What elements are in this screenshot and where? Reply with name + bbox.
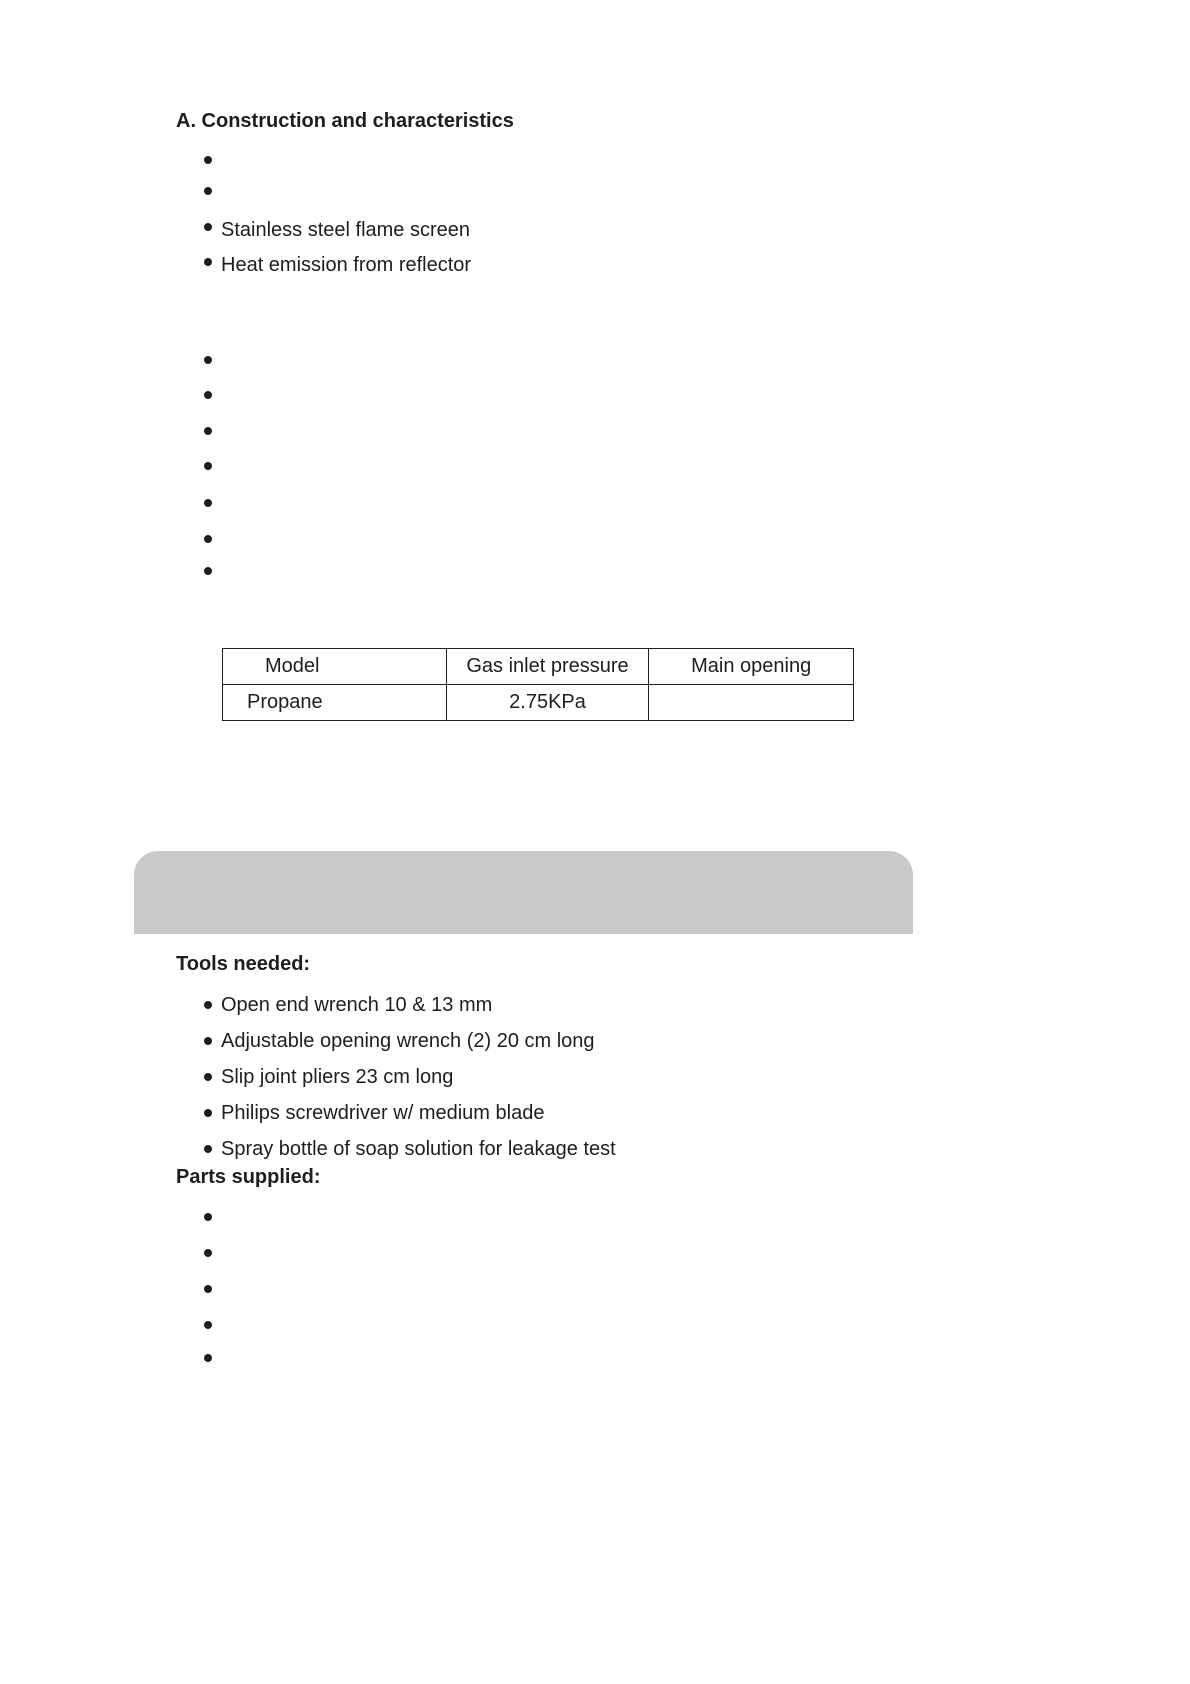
table-header-row xyxy=(223,649,854,685)
bullet-icon xyxy=(204,356,212,364)
table-cell: Propane xyxy=(223,685,447,721)
bullet-icon xyxy=(204,1249,212,1257)
list-item: Stainless steel flame screen xyxy=(221,219,471,241)
bullet-icon xyxy=(204,258,212,266)
section-a-heading: A. Construction and characteristics xyxy=(176,110,514,132)
bullet-icon xyxy=(204,1321,212,1329)
bullet-icon xyxy=(204,223,212,231)
bullet-icon xyxy=(204,1285,212,1293)
list-item: Spray bottle of soap solution for leakage test xyxy=(221,1138,616,1160)
list-item: Heat emission from reflector xyxy=(221,254,472,276)
bullet-icon xyxy=(204,499,212,507)
table-header-cell: Model xyxy=(223,649,447,685)
bullet-icon xyxy=(204,427,212,435)
bullet-icon xyxy=(204,1073,212,1081)
bullet-icon xyxy=(204,1109,212,1117)
tools-heading: Tools needed: xyxy=(176,953,311,975)
bullet-icon xyxy=(204,1354,212,1362)
bullet-icon xyxy=(204,462,212,470)
bullet-icon xyxy=(204,1145,212,1153)
bullet-icon xyxy=(204,1213,212,1221)
bullet-icon xyxy=(204,1037,212,1045)
spec-table xyxy=(222,648,854,721)
table-cell xyxy=(649,685,854,721)
list-item: Philips screwdriver w/ medium blade xyxy=(221,1102,545,1124)
list-item: Slip joint pliers 23 cm long xyxy=(221,1066,454,1088)
table-header-cell: Gas inlet pressure xyxy=(446,649,649,685)
bullet-icon xyxy=(204,1001,212,1009)
table-row xyxy=(223,685,854,721)
table-header-cell: Main opening xyxy=(649,649,854,685)
list-item: Adjustable opening wrench (2) 20 cm long xyxy=(221,1030,595,1052)
bullet-icon xyxy=(204,187,212,195)
parts-heading: Parts supplied: xyxy=(176,1166,321,1188)
bullet-icon xyxy=(204,156,212,164)
section-header-band xyxy=(134,851,913,934)
table-cell: 2.75KPa xyxy=(446,685,649,721)
bullet-icon xyxy=(204,535,212,543)
bullet-icon xyxy=(204,567,212,575)
bullet-icon xyxy=(204,391,212,399)
list-item: Open end wrench 10 & 13 mm xyxy=(221,994,493,1016)
